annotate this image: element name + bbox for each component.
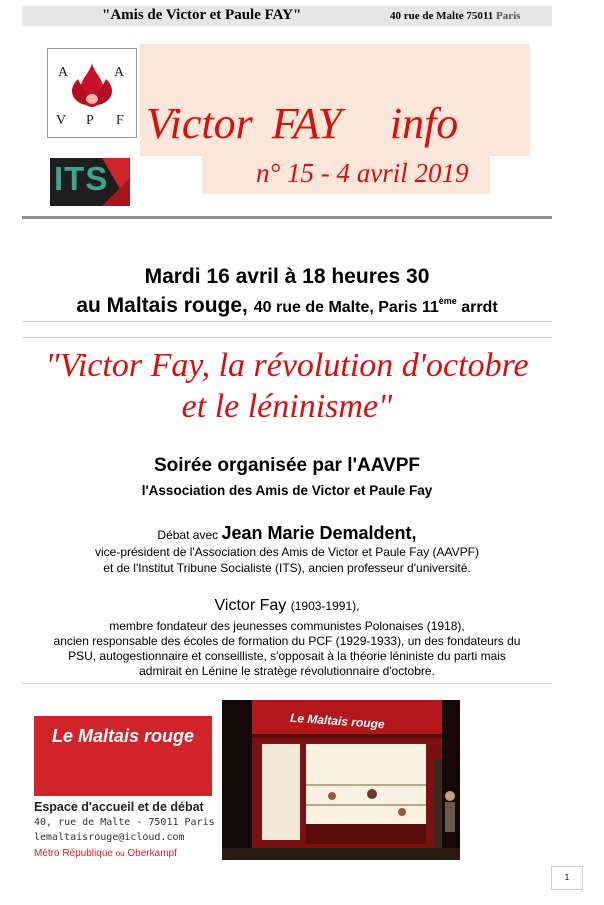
bio-name: Victor Fay [214, 597, 287, 614]
talk-title [22, 345, 552, 427]
organiser-fullname: l'Association des Amis de Victor et Paule Fay [141, 483, 433, 498]
newsletter-title-name: Victor FAY [146, 99, 342, 148]
bio-line: ancien responsable des écoles de formation du PCF (1929-1933), un des fondateurs du [53, 634, 521, 648]
bio-dates: (1903-1991), [290, 599, 360, 613]
page-number: 1 [551, 866, 583, 890]
issue-number: n° 15 - 4 avril 2019 [256, 158, 469, 188]
logo-letter: V [56, 113, 68, 128]
newsletter-title [146, 98, 458, 149]
divider [22, 337, 552, 338]
masthead-divider [22, 216, 552, 219]
speaker-role: vice-président de l'Association des Amis de Victor et Paule Fay (AAVPF) [94, 545, 480, 559]
speaker-role: et de l'Institut Tribune Socialiste (ITS), ancien professeur d'université. [103, 561, 471, 575]
logo-letter: F [116, 113, 125, 128]
aavpf-logo [47, 48, 137, 138]
venue-address: 40, rue de Malte - 75011 Paris [34, 817, 215, 828]
storefront-sign: Le Maltais rouge [289, 710, 386, 732]
speaker-line: Débat avec Jean Marie Demaldent, [157, 523, 417, 543]
event-place [22, 294, 552, 318]
speaker-intro: Débat avec [157, 528, 219, 542]
divider [22, 321, 552, 322]
storefront-photo [222, 700, 460, 860]
venue-logo [34, 716, 212, 796]
logo-letter: A [114, 65, 126, 80]
logo-letter: P [86, 113, 95, 128]
its-logo-text: ITS [54, 160, 109, 197]
venue-tagline: Espace d'accueil et de débat [34, 800, 204, 814]
association-address: 40 rue de Malte 75011 Paris [390, 10, 521, 22]
logo-letter: A [58, 65, 70, 80]
venue-email: lemaltaisrouge@icloud.com [34, 832, 185, 843]
red-triangle-icon [102, 158, 130, 206]
divider [22, 683, 552, 684]
association-name: "Amis de Victor et Paule FAY" [102, 7, 302, 23]
event-place-name: au Maltais rouge, [76, 294, 248, 317]
speaker-name: Jean Marie Demaldent [221, 523, 412, 543]
header-strip [22, 6, 552, 26]
venue-metro: Métro République ou Oberkampf [34, 848, 177, 859]
venue-name: Le Maltais rouge [51, 726, 195, 746]
talk-title-line: "Victor Fay, la révolution d'octobre [45, 347, 529, 384]
bio-line: membre fondateur des jeunesses communistes Polonaises (1918), [109, 619, 465, 633]
its-logo [50, 158, 130, 206]
organiser-heading: Soirée organisée par l'AAVPF [153, 455, 421, 476]
newsletter-title-suffix: info [389, 99, 459, 148]
event-date: Mardi 16 avril à 18 heures 30 [144, 265, 430, 288]
event-place-address: 40 rue de Malte, Paris 11ème arrdt [253, 296, 498, 316]
bio-heading [22, 597, 552, 615]
flame-icon [64, 59, 120, 115]
talk-title-line: et le léninisme" [181, 388, 393, 425]
bio-line: admirait en Lénine le stratège révolutionnaire d'octobre. [139, 664, 435, 678]
bio-line: PSU, autogestionnaire et conseilliste, s'opposait à la théorie léniniste du parti mais [68, 649, 506, 663]
